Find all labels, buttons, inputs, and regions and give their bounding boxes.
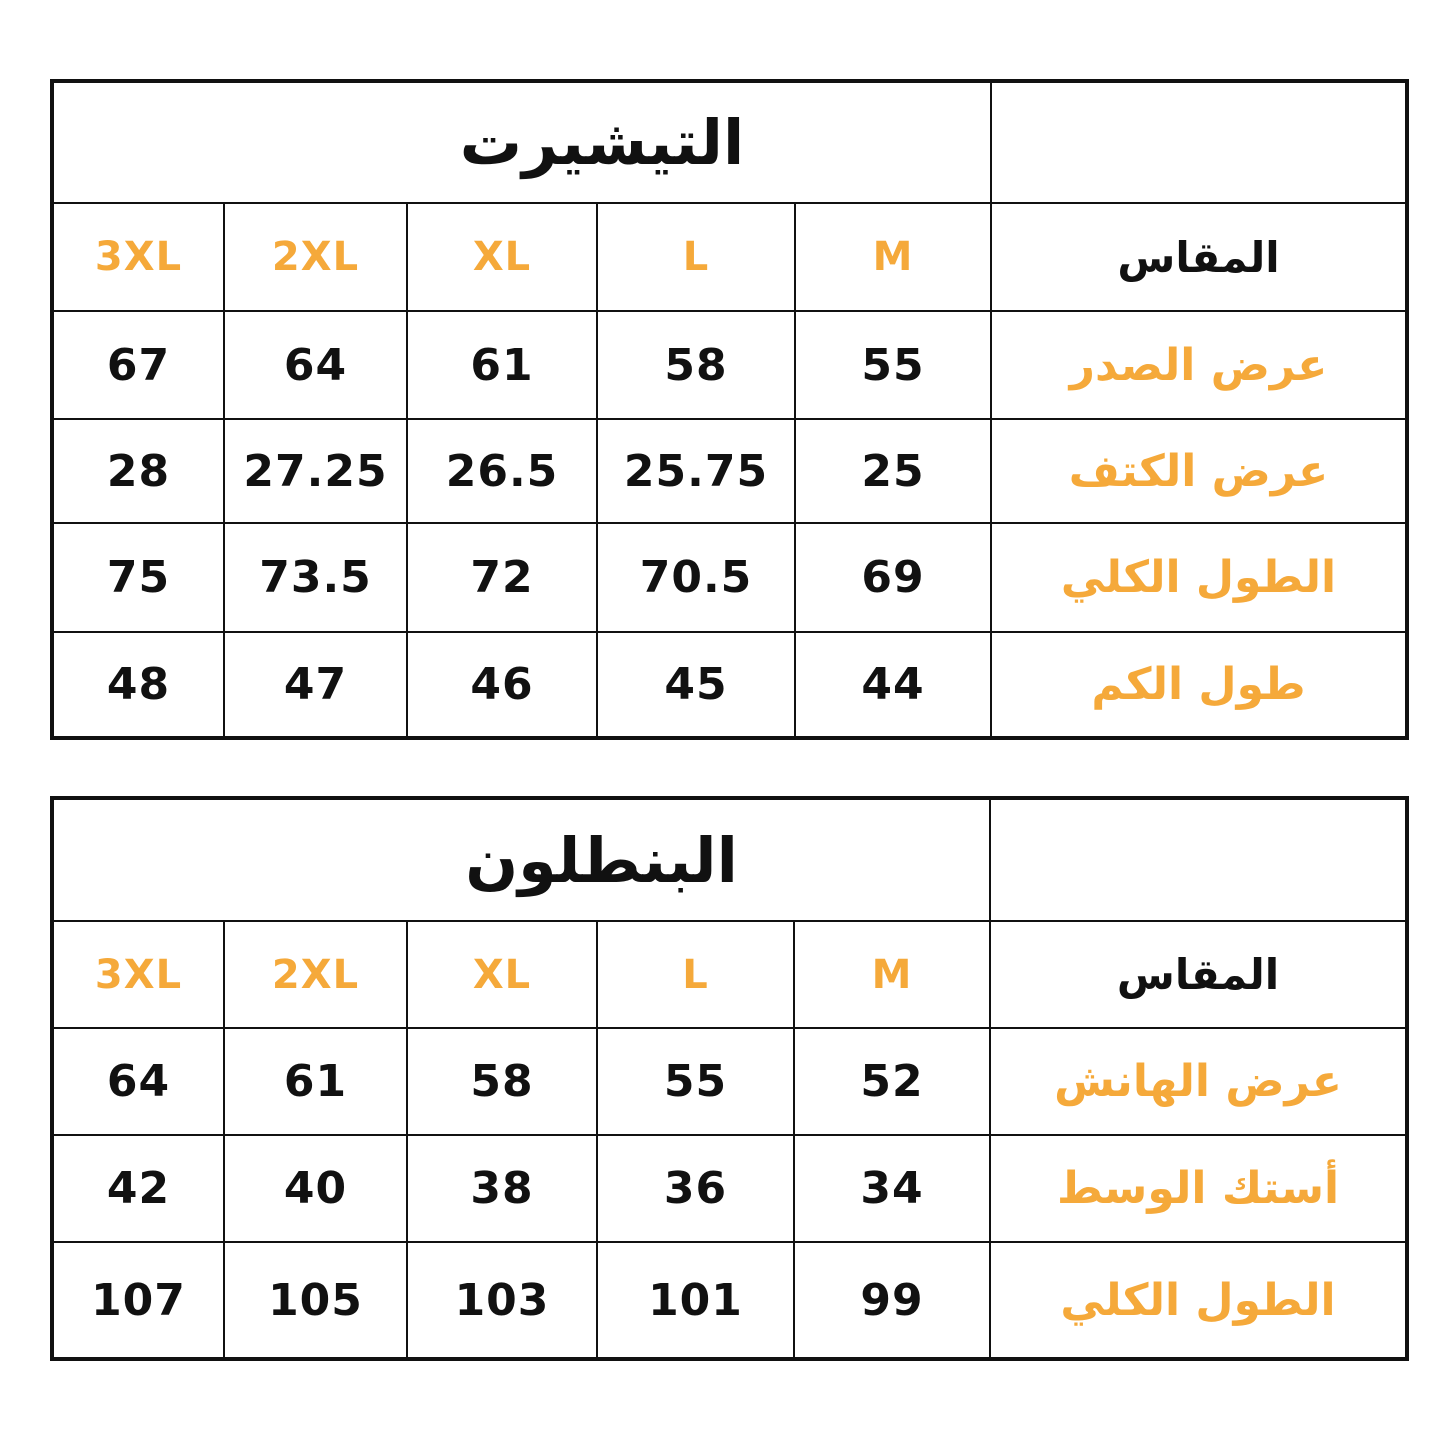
row-label: عرض الصدر [991,311,1407,419]
row-label: عرض الهانش [990,1028,1407,1135]
value-cell: 34 [794,1135,990,1242]
value-cell: 48 [52,632,224,738]
value-cell: 101 [597,1242,794,1359]
value-cell: 27.25 [224,419,407,523]
value-cell: 52 [794,1028,990,1135]
value-cell: 55 [597,1028,794,1135]
value-cell: 47 [224,632,407,738]
pants-size-header-row [52,921,1407,1028]
value-cell: 64 [224,311,407,419]
value-cell: 72 [407,523,597,632]
size-header-label: المقاس [990,921,1407,1028]
value-cell: 46 [407,632,597,738]
value-cell: 25.75 [597,419,795,523]
size-label-l: L [597,203,795,311]
value-cell: 103 [407,1242,597,1359]
value-cell: 44 [795,632,991,738]
value-cell: 105 [224,1242,407,1359]
value-cell: 75 [52,523,224,632]
value-cell: 28 [52,419,224,523]
value-cell: 61 [407,311,597,419]
pants-title: البنطلون [52,798,990,921]
table-row [52,419,1407,523]
tshirt-title-row [52,81,1407,203]
size-label-3xl: 3XL [52,921,224,1028]
row-label: عرض الكتف [991,419,1407,523]
value-cell: 99 [794,1242,990,1359]
value-cell: 26.5 [407,419,597,523]
pants-corner-cell [990,798,1407,921]
size-label-xl: XL [407,203,597,311]
table-row [52,1242,1407,1359]
value-cell: 55 [795,311,991,419]
value-cell: 107 [52,1242,224,1359]
size-label-3xl: 3XL [52,203,224,311]
table-row [52,523,1407,632]
value-cell: 25 [795,419,991,523]
value-cell: 45 [597,632,795,738]
value-cell: 58 [597,311,795,419]
table-row [52,1028,1407,1135]
value-cell: 42 [52,1135,224,1242]
row-label: طول الكم [991,632,1407,738]
value-cell: 36 [597,1135,794,1242]
row-label: الطول الكلي [990,1242,1407,1359]
value-cell: 73.5 [224,523,407,632]
value-cell: 69 [795,523,991,632]
value-cell: 70.5 [597,523,795,632]
size-header-label: المقاس [991,203,1407,311]
pants-size-table [50,796,1409,1361]
value-cell: 64 [52,1028,224,1135]
value-cell: 67 [52,311,224,419]
value-cell: 61 [224,1028,407,1135]
size-label-m: M [795,203,991,311]
size-label-xl: XL [407,921,597,1028]
table-row [52,311,1407,419]
tshirt-corner-cell [991,81,1407,203]
value-cell: 58 [407,1028,597,1135]
value-cell: 40 [224,1135,407,1242]
tshirt-title: التيشيرت [52,81,991,203]
tshirt-size-header-row [52,203,1407,311]
pants-title-row [52,798,1407,921]
size-label-2xl: 2XL [224,921,407,1028]
table-row [52,1135,1407,1242]
table-row [52,632,1407,738]
row-label: أستك الوسط [990,1135,1407,1242]
size-label-l: L [597,921,794,1028]
size-label-2xl: 2XL [224,203,407,311]
row-label: الطول الكلي [991,523,1407,632]
size-label-m: M [794,921,990,1028]
value-cell: 38 [407,1135,597,1242]
tshirt-size-table [50,79,1409,740]
